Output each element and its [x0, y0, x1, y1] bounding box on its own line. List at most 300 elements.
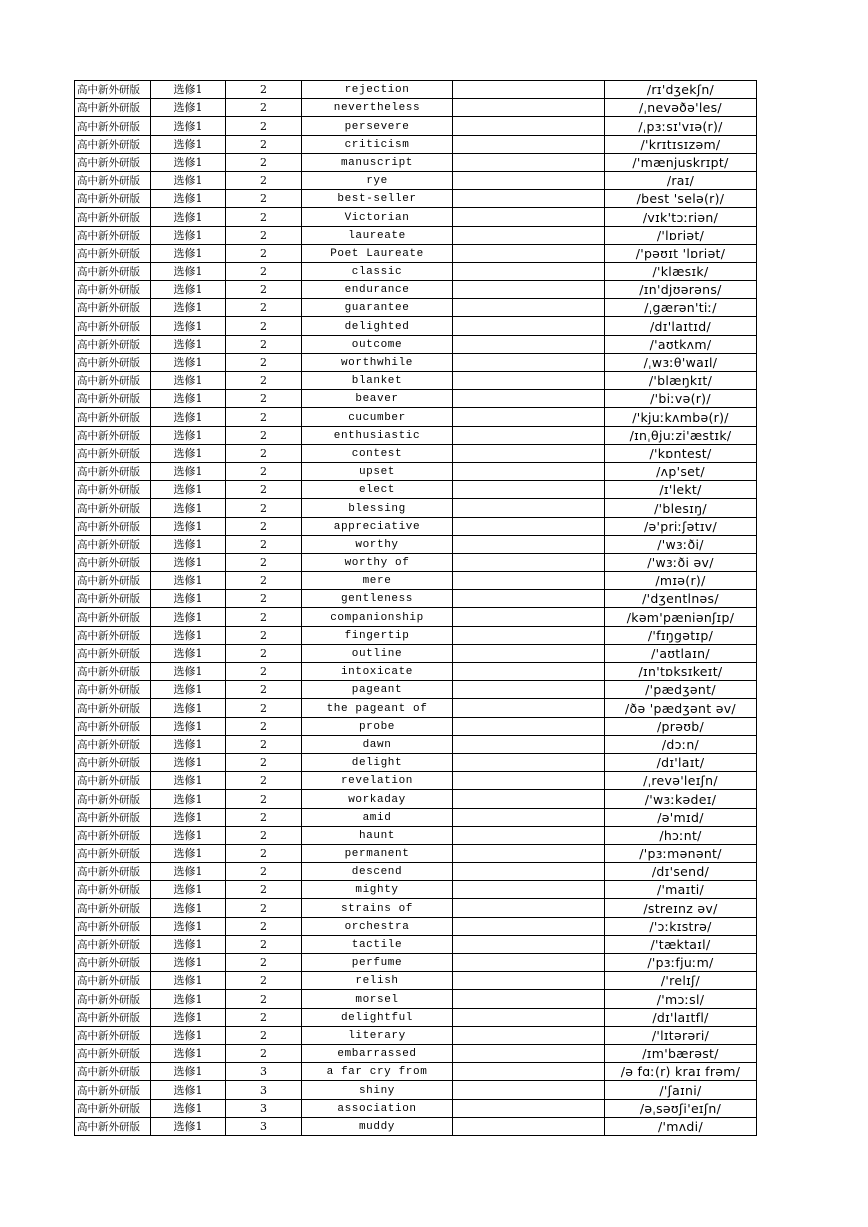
book-cell: 选修1	[151, 935, 226, 953]
unit-cell: 2	[226, 1008, 302, 1026]
word-cell: companionship	[302, 608, 453, 626]
edition-cell: 高中新外研版	[75, 790, 151, 808]
book-cell: 选修1	[151, 663, 226, 681]
table-row	[75, 444, 757, 462]
phonetic-cell: /ˌgærən'tiː/	[605, 299, 757, 317]
word-cell: permanent	[302, 844, 453, 862]
phonetic-cell: /vɪk'tɔːriən/	[605, 208, 757, 226]
unit-cell: 2	[226, 372, 302, 390]
word-cell: endurance	[302, 281, 453, 299]
blank-cell	[453, 990, 605, 1008]
table-row	[75, 208, 757, 226]
word-cell: probe	[302, 717, 453, 735]
edition-cell: 高中新外研版	[75, 81, 151, 99]
edition-cell: 高中新外研版	[75, 208, 151, 226]
unit-cell: 2	[226, 390, 302, 408]
blank-cell	[453, 81, 605, 99]
blank-cell	[453, 917, 605, 935]
edition-cell: 高中新外研版	[75, 226, 151, 244]
edition-cell: 高中新外研版	[75, 317, 151, 335]
edition-cell: 高中新外研版	[75, 717, 151, 735]
book-cell: 选修1	[151, 244, 226, 262]
phonetic-cell: /ʌp'set/	[605, 462, 757, 480]
table-row	[75, 1081, 757, 1099]
book-cell: 选修1	[151, 772, 226, 790]
book-cell: 选修1	[151, 1044, 226, 1062]
book-cell: 选修1	[151, 208, 226, 226]
blank-cell	[453, 1044, 605, 1062]
phonetic-cell: /'wɜːði əv/	[605, 553, 757, 571]
book-cell: 选修1	[151, 881, 226, 899]
word-cell: relish	[302, 972, 453, 990]
unit-cell: 2	[226, 499, 302, 517]
blank-cell	[453, 353, 605, 371]
table-row	[75, 1117, 757, 1135]
table-row	[75, 462, 757, 480]
unit-cell: 2	[226, 717, 302, 735]
table-row	[75, 372, 757, 390]
edition-cell: 高中新外研版	[75, 262, 151, 280]
book-cell: 选修1	[151, 553, 226, 571]
edition-cell: 高中新外研版	[75, 735, 151, 753]
table-row	[75, 153, 757, 171]
book-cell: 选修1	[151, 153, 226, 171]
phonetic-cell: /ˌrevə'leɪʃn/	[605, 772, 757, 790]
word-cell: Victorian	[302, 208, 453, 226]
word-cell: tactile	[302, 935, 453, 953]
table-row	[75, 808, 757, 826]
table-row	[75, 881, 757, 899]
phonetic-cell: /ˌpɜːsɪ'vɪə(r)/	[605, 117, 757, 135]
edition-cell: 高中新外研版	[75, 590, 151, 608]
book-cell: 选修1	[151, 1117, 226, 1135]
word-cell: morsel	[302, 990, 453, 1008]
phonetic-cell: /'aʊtkʌm/	[605, 335, 757, 353]
book-cell: 选修1	[151, 626, 226, 644]
word-cell: enthusiastic	[302, 426, 453, 444]
table-row	[75, 190, 757, 208]
edition-cell: 高中新外研版	[75, 826, 151, 844]
word-cell: dawn	[302, 735, 453, 753]
vocabulary-table	[74, 80, 757, 1136]
book-cell: 选修1	[151, 408, 226, 426]
book-cell: 选修1	[151, 353, 226, 371]
blank-cell	[453, 717, 605, 735]
word-cell: delightful	[302, 1008, 453, 1026]
table-row	[75, 117, 757, 135]
table-row	[75, 1044, 757, 1062]
table-row	[75, 135, 757, 153]
blank-cell	[453, 1063, 605, 1081]
word-cell: worthwhile	[302, 353, 453, 371]
edition-cell: 高中新外研版	[75, 917, 151, 935]
phonetic-cell: /'lɪtərəri/	[605, 1026, 757, 1044]
unit-cell: 2	[226, 917, 302, 935]
blank-cell	[453, 317, 605, 335]
unit-cell: 2	[226, 772, 302, 790]
word-cell: the pageant of	[302, 699, 453, 717]
edition-cell: 高中新外研版	[75, 844, 151, 862]
word-cell: muddy	[302, 1117, 453, 1135]
book-cell: 选修1	[151, 335, 226, 353]
table-row	[75, 826, 757, 844]
edition-cell: 高中新外研版	[75, 426, 151, 444]
phonetic-cell: /'maɪti/	[605, 881, 757, 899]
edition-cell: 高中新外研版	[75, 535, 151, 553]
book-cell: 选修1	[151, 753, 226, 771]
blank-cell	[453, 408, 605, 426]
unit-cell: 2	[226, 1026, 302, 1044]
edition-cell: 高中新外研版	[75, 808, 151, 826]
word-cell: delighted	[302, 317, 453, 335]
unit-cell: 2	[226, 408, 302, 426]
word-cell: shiny	[302, 1081, 453, 1099]
word-cell: guarantee	[302, 299, 453, 317]
book-cell: 选修1	[151, 444, 226, 462]
blank-cell	[453, 590, 605, 608]
edition-cell: 高中新外研版	[75, 553, 151, 571]
phonetic-cell: /'ʃaɪni/	[605, 1081, 757, 1099]
unit-cell: 2	[226, 954, 302, 972]
word-cell: association	[302, 1099, 453, 1117]
unit-cell: 3	[226, 1099, 302, 1117]
phonetic-cell: /'ɔːkɪstrə/	[605, 917, 757, 935]
edition-cell: 高中新外研版	[75, 1099, 151, 1117]
blank-cell	[453, 663, 605, 681]
book-cell: 选修1	[151, 535, 226, 553]
table-row	[75, 517, 757, 535]
phonetic-cell: /'relɪʃ/	[605, 972, 757, 990]
book-cell: 选修1	[151, 1026, 226, 1044]
book-cell: 选修1	[151, 281, 226, 299]
edition-cell: 高中新外研版	[75, 499, 151, 517]
book-cell: 选修1	[151, 717, 226, 735]
phonetic-cell: /'pəʊɪt 'lɒriət/	[605, 244, 757, 262]
blank-cell	[453, 208, 605, 226]
blank-cell	[453, 535, 605, 553]
table-row	[75, 954, 757, 972]
phonetic-cell: /dɪ'laɪtfl/	[605, 1008, 757, 1026]
book-cell: 选修1	[151, 644, 226, 662]
book-cell: 选修1	[151, 317, 226, 335]
blank-cell	[453, 826, 605, 844]
blank-cell	[453, 1099, 605, 1117]
phonetic-cell: /əˌsəʊʃi'eɪʃn/	[605, 1099, 757, 1117]
word-cell: cucumber	[302, 408, 453, 426]
table-row	[75, 790, 757, 808]
table-row	[75, 699, 757, 717]
phonetic-cell: /'kjuːkʌmbə(r)/	[605, 408, 757, 426]
book-cell: 选修1	[151, 844, 226, 862]
word-cell: manuscript	[302, 153, 453, 171]
word-cell: outcome	[302, 335, 453, 353]
book-cell: 选修1	[151, 517, 226, 535]
phonetic-cell: /ɪnˌθjuːzi'æstɪk/	[605, 426, 757, 444]
word-cell: gentleness	[302, 590, 453, 608]
unit-cell: 2	[226, 299, 302, 317]
unit-cell: 2	[226, 626, 302, 644]
word-cell: delight	[302, 753, 453, 771]
word-cell: mighty	[302, 881, 453, 899]
blank-cell	[453, 681, 605, 699]
edition-cell: 高中新外研版	[75, 171, 151, 189]
table-row	[75, 1063, 757, 1081]
book-cell: 选修1	[151, 954, 226, 972]
book-cell: 选修1	[151, 972, 226, 990]
table-row	[75, 171, 757, 189]
word-cell: embarrassed	[302, 1044, 453, 1062]
phonetic-cell: /'klæsɪk/	[605, 262, 757, 280]
unit-cell: 2	[226, 208, 302, 226]
table-row	[75, 917, 757, 935]
unit-cell: 2	[226, 972, 302, 990]
unit-cell: 2	[226, 462, 302, 480]
unit-cell: 2	[226, 681, 302, 699]
blank-cell	[453, 863, 605, 881]
edition-cell: 高中新外研版	[75, 681, 151, 699]
word-cell: nevertheless	[302, 99, 453, 117]
unit-cell: 3	[226, 1081, 302, 1099]
unit-cell: 2	[226, 135, 302, 153]
blank-cell	[453, 372, 605, 390]
blank-cell	[453, 1008, 605, 1026]
unit-cell: 2	[226, 899, 302, 917]
unit-cell: 2	[226, 81, 302, 99]
edition-cell: 高中新外研版	[75, 881, 151, 899]
book-cell: 选修1	[151, 590, 226, 608]
table-row	[75, 572, 757, 590]
table-row	[75, 590, 757, 608]
blank-cell	[453, 1081, 605, 1099]
blank-cell	[453, 299, 605, 317]
phonetic-cell: /'mʌdi/	[605, 1117, 757, 1135]
word-cell: pageant	[302, 681, 453, 699]
blank-cell	[453, 190, 605, 208]
word-cell: descend	[302, 863, 453, 881]
book-cell: 选修1	[151, 117, 226, 135]
blank-cell	[453, 753, 605, 771]
table-row	[75, 426, 757, 444]
phonetic-cell: /'biːvə(r)/	[605, 390, 757, 408]
word-cell: orchestra	[302, 917, 453, 935]
phonetic-cell: /dɪ'send/	[605, 863, 757, 881]
phonetic-cell: /'aʊtlaɪn/	[605, 644, 757, 662]
edition-cell: 高中新外研版	[75, 572, 151, 590]
unit-cell: 2	[226, 190, 302, 208]
unit-cell: 2	[226, 262, 302, 280]
blank-cell	[453, 735, 605, 753]
blank-cell	[453, 899, 605, 917]
blank-cell	[453, 972, 605, 990]
book-cell: 选修1	[151, 808, 226, 826]
blank-cell	[453, 481, 605, 499]
unit-cell: 2	[226, 317, 302, 335]
blank-cell	[453, 117, 605, 135]
blank-cell	[453, 699, 605, 717]
book-cell: 选修1	[151, 608, 226, 626]
book-cell: 选修1	[151, 299, 226, 317]
book-cell: 选修1	[151, 1008, 226, 1026]
unit-cell: 2	[226, 444, 302, 462]
blank-cell	[453, 644, 605, 662]
phonetic-cell: /'fɪŋgətɪp/	[605, 626, 757, 644]
word-cell: beaver	[302, 390, 453, 408]
edition-cell: 高中新外研版	[75, 1063, 151, 1081]
book-cell: 选修1	[151, 426, 226, 444]
table-row	[75, 735, 757, 753]
edition-cell: 高中新外研版	[75, 972, 151, 990]
unit-cell: 3	[226, 1063, 302, 1081]
word-cell: amid	[302, 808, 453, 826]
table-row	[75, 226, 757, 244]
table-row	[75, 499, 757, 517]
unit-cell: 2	[226, 844, 302, 862]
unit-cell: 2	[226, 863, 302, 881]
edition-cell: 高中新外研版	[75, 299, 151, 317]
phonetic-cell: /dɔːn/	[605, 735, 757, 753]
book-cell: 选修1	[151, 81, 226, 99]
blank-cell	[453, 517, 605, 535]
book-cell: 选修1	[151, 990, 226, 1008]
word-cell: contest	[302, 444, 453, 462]
edition-cell: 高中新外研版	[75, 244, 151, 262]
phonetic-cell: /ɪn'djʊərəns/	[605, 281, 757, 299]
word-cell: worthy of	[302, 553, 453, 571]
word-cell: fingertip	[302, 626, 453, 644]
blank-cell	[453, 390, 605, 408]
book-cell: 选修1	[151, 790, 226, 808]
blank-cell	[453, 335, 605, 353]
table-row	[75, 317, 757, 335]
table-row	[75, 390, 757, 408]
book-cell: 选修1	[151, 899, 226, 917]
unit-cell: 2	[226, 753, 302, 771]
blank-cell	[453, 553, 605, 571]
book-cell: 选修1	[151, 699, 226, 717]
table-row	[75, 81, 757, 99]
edition-cell: 高中新外研版	[75, 481, 151, 499]
phonetic-cell: /'mænjuskrɪpt/	[605, 153, 757, 171]
table-row	[75, 535, 757, 553]
table-row	[75, 299, 757, 317]
phonetic-cell: /'wɜːkədeɪ/	[605, 790, 757, 808]
edition-cell: 高中新外研版	[75, 699, 151, 717]
unit-cell: 2	[226, 281, 302, 299]
table-row	[75, 863, 757, 881]
phonetic-cell: /streɪnz əv/	[605, 899, 757, 917]
table-row	[75, 1099, 757, 1117]
edition-cell: 高中新外研版	[75, 935, 151, 953]
edition-cell: 高中新外研版	[75, 190, 151, 208]
unit-cell: 2	[226, 553, 302, 571]
word-cell: appreciative	[302, 517, 453, 535]
unit-cell: 2	[226, 481, 302, 499]
phonetic-cell: /ˌnevəðə'les/	[605, 99, 757, 117]
blank-cell	[453, 881, 605, 899]
table-row	[75, 481, 757, 499]
edition-cell: 高中新外研版	[75, 117, 151, 135]
book-cell: 选修1	[151, 917, 226, 935]
phonetic-cell: /ðə 'pædʒənt əv/	[605, 699, 757, 717]
unit-cell: 3	[226, 1117, 302, 1135]
book-cell: 选修1	[151, 190, 226, 208]
unit-cell: 2	[226, 1044, 302, 1062]
blank-cell	[453, 499, 605, 517]
unit-cell: 2	[226, 572, 302, 590]
blank-cell	[453, 226, 605, 244]
phonetic-cell: /ɪm'bærəst/	[605, 1044, 757, 1062]
phonetic-cell: /ɪn'tɒksɪkeɪt/	[605, 663, 757, 681]
phonetic-cell: /mɪə(r)/	[605, 572, 757, 590]
blank-cell	[453, 135, 605, 153]
phonetic-cell: /'krɪtɪsɪzəm/	[605, 135, 757, 153]
blank-cell	[453, 462, 605, 480]
word-cell: Poet Laureate	[302, 244, 453, 262]
book-cell: 选修1	[151, 826, 226, 844]
word-cell: strains of	[302, 899, 453, 917]
word-cell: haunt	[302, 826, 453, 844]
unit-cell: 2	[226, 171, 302, 189]
table-row	[75, 626, 757, 644]
unit-cell: 2	[226, 735, 302, 753]
blank-cell	[453, 262, 605, 280]
table-row	[75, 262, 757, 280]
phonetic-cell: /'pædʒənt/	[605, 681, 757, 699]
edition-cell: 高中新外研版	[75, 281, 151, 299]
blank-cell	[453, 444, 605, 462]
word-cell: rejection	[302, 81, 453, 99]
phonetic-cell: /dɪ'laɪt/	[605, 753, 757, 771]
word-cell: mere	[302, 572, 453, 590]
word-cell: elect	[302, 481, 453, 499]
blank-cell	[453, 281, 605, 299]
book-cell: 选修1	[151, 462, 226, 480]
blank-cell	[453, 1026, 605, 1044]
phonetic-cell: /rɪ'dʒekʃn/	[605, 81, 757, 99]
table-row	[75, 899, 757, 917]
table-row	[75, 663, 757, 681]
edition-cell: 高中新外研版	[75, 517, 151, 535]
book-cell: 选修1	[151, 372, 226, 390]
edition-cell: 高中新外研版	[75, 663, 151, 681]
phonetic-cell: /'mɔːsl/	[605, 990, 757, 1008]
unit-cell: 2	[226, 426, 302, 444]
edition-cell: 高中新外研版	[75, 462, 151, 480]
unit-cell: 2	[226, 881, 302, 899]
edition-cell: 高中新外研版	[75, 408, 151, 426]
edition-cell: 高中新外研版	[75, 444, 151, 462]
phonetic-cell: /hɔːnt/	[605, 826, 757, 844]
edition-cell: 高中新外研版	[75, 1008, 151, 1026]
blank-cell	[453, 935, 605, 953]
phonetic-cell: /ə'mɪd/	[605, 808, 757, 826]
edition-cell: 高中新外研版	[75, 99, 151, 117]
phonetic-cell: /ˌwɜːθ'waɪl/	[605, 353, 757, 371]
table-row	[75, 972, 757, 990]
table-row	[75, 1008, 757, 1026]
unit-cell: 2	[226, 935, 302, 953]
table-row	[75, 408, 757, 426]
word-cell: a far cry from	[302, 1063, 453, 1081]
book-cell: 选修1	[151, 226, 226, 244]
unit-cell: 2	[226, 826, 302, 844]
table-row	[75, 244, 757, 262]
unit-cell: 2	[226, 644, 302, 662]
table-body	[75, 81, 757, 1136]
blank-cell	[453, 99, 605, 117]
word-cell: criticism	[302, 135, 453, 153]
edition-cell: 高中新外研版	[75, 626, 151, 644]
